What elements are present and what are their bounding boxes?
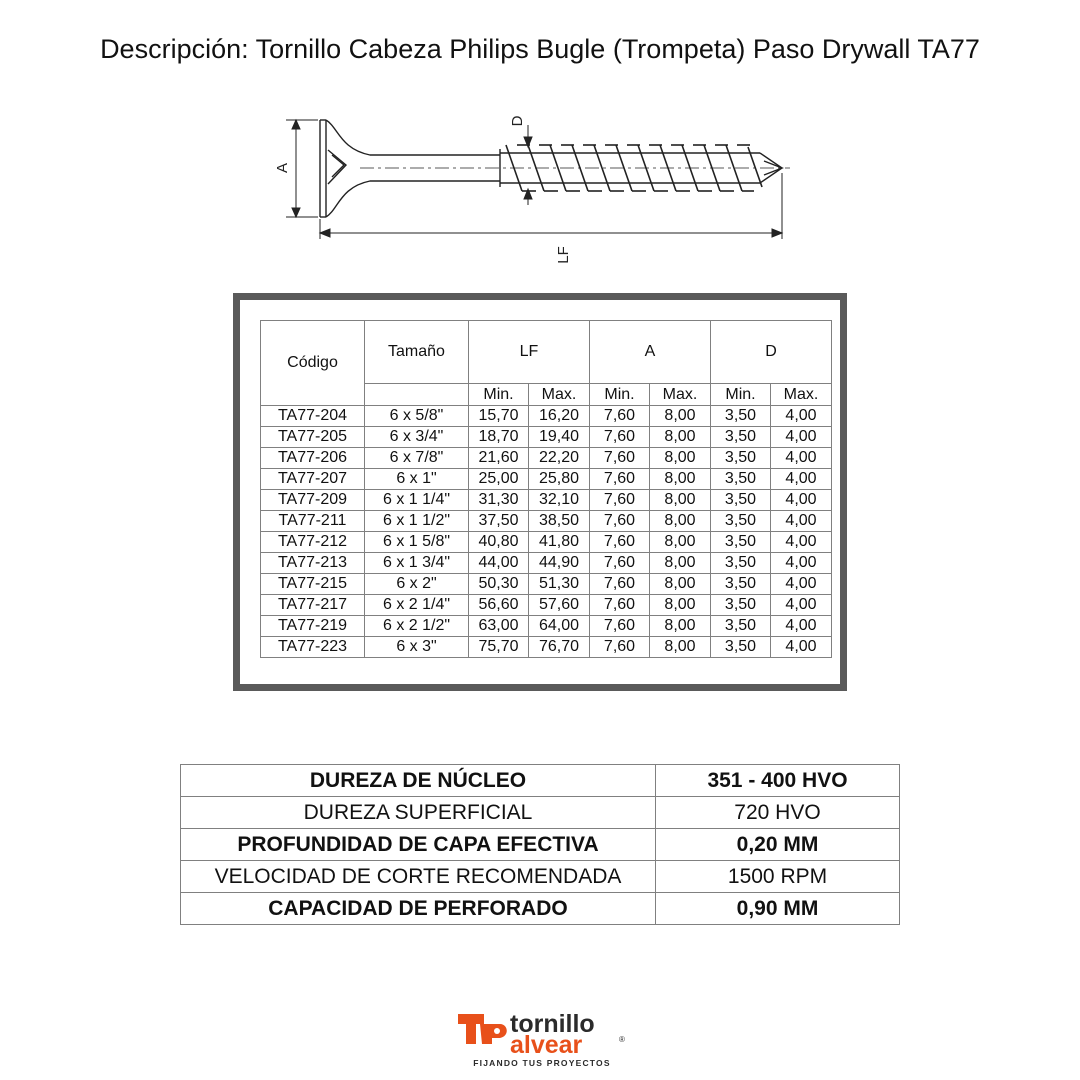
cell-d-min: 3,50: [711, 616, 771, 637]
cell-lf-min: 40,80: [469, 532, 529, 553]
cell-lf-min: 25,00: [469, 469, 529, 490]
property-value: 351 - 400 HVO: [656, 765, 900, 797]
table-row: [261, 553, 832, 574]
property-row: [181, 861, 900, 893]
cell-lf-max: 19,40: [529, 427, 590, 448]
cell-lf-min: 63,00: [469, 616, 529, 637]
header-lf: LF: [469, 321, 590, 384]
cell-a-min: 7,60: [590, 532, 650, 553]
table-row: [261, 574, 832, 595]
property-value: 1500 RPM: [656, 861, 900, 893]
cell-lf-max: 25,80: [529, 469, 590, 490]
cell-d-max: 4,00: [771, 469, 832, 490]
table-row: [261, 448, 832, 469]
dimension-lf-label: LF: [555, 246, 572, 264]
cell-lf-max: 41,80: [529, 532, 590, 553]
subheader-a-min: Min.: [590, 384, 650, 406]
cell-codigo: TA77-217: [261, 595, 365, 616]
cell-d-min: 3,50: [711, 532, 771, 553]
cell-lf-max: 16,20: [529, 406, 590, 427]
cell-lf-min: 18,70: [469, 427, 529, 448]
cell-tamano: 6 x 1 3/4": [365, 553, 469, 574]
cell-a-min: 7,60: [590, 427, 650, 448]
spec-table: [260, 320, 832, 658]
logo-tagline: FIJANDO TUS PROYECTOS: [473, 1058, 611, 1068]
cell-a-min: 7,60: [590, 469, 650, 490]
cell-lf-min: 56,60: [469, 595, 529, 616]
property-row: [181, 797, 900, 829]
subheader-d-min: Min.: [711, 384, 771, 406]
cell-lf-min: 50,30: [469, 574, 529, 595]
cell-tamano: 6 x 2": [365, 574, 469, 595]
table-row: [261, 616, 832, 637]
cell-d-max: 4,00: [771, 616, 832, 637]
cell-codigo: TA77-215: [261, 574, 365, 595]
cell-d-min: 3,50: [711, 595, 771, 616]
property-value: 0,90 MM: [656, 893, 900, 925]
cell-codigo: TA77-209: [261, 490, 365, 511]
cell-tamano: 6 x 1": [365, 469, 469, 490]
cell-d-max: 4,00: [771, 553, 832, 574]
cell-a-max: 8,00: [650, 511, 711, 532]
cell-d-min: 3,50: [711, 448, 771, 469]
cell-tamano: 6 x 5/8": [365, 406, 469, 427]
cell-a-max: 8,00: [650, 469, 711, 490]
brand-logo: [456, 1006, 628, 1070]
cell-codigo: TA77-223: [261, 637, 365, 658]
cell-tamano: 6 x 3": [365, 637, 469, 658]
cell-tamano: 6 x 7/8": [365, 448, 469, 469]
cell-codigo: TA77-206: [261, 448, 365, 469]
cell-lf-max: 64,00: [529, 616, 590, 637]
cell-tamano: 6 x 2 1/2": [365, 616, 469, 637]
property-value: 720 HVO: [656, 797, 900, 829]
cell-d-min: 3,50: [711, 406, 771, 427]
cell-a-max: 8,00: [650, 637, 711, 658]
table-row: [261, 511, 832, 532]
cell-codigo: TA77-219: [261, 616, 365, 637]
header-tamano: Tamaño: [365, 321, 469, 384]
cell-d-max: 4,00: [771, 574, 832, 595]
cell-a-min: 7,60: [590, 637, 650, 658]
cell-tamano: 6 x 1 1/4": [365, 490, 469, 511]
cell-lf-min: 44,00: [469, 553, 529, 574]
property-label: PROFUNDIDAD DE CAPA EFECTIVA: [181, 829, 656, 861]
cell-d-min: 3,50: [711, 469, 771, 490]
subheader-lf-max: Max.: [529, 384, 590, 406]
cell-lf-max: 76,70: [529, 637, 590, 658]
header-a: A: [590, 321, 711, 384]
cell-codigo: TA77-207: [261, 469, 365, 490]
cell-a-max: 8,00: [650, 616, 711, 637]
cell-codigo: TA77-204: [261, 406, 365, 427]
property-label: DUREZA DE NÚCLEO: [181, 765, 656, 797]
cell-lf-min: 15,70: [469, 406, 529, 427]
cell-a-min: 7,60: [590, 448, 650, 469]
table-row: [261, 595, 832, 616]
cell-d-max: 4,00: [771, 427, 832, 448]
cell-a-max: 8,00: [650, 406, 711, 427]
cell-d-max: 4,00: [771, 406, 832, 427]
cell-lf-max: 22,20: [529, 448, 590, 469]
spec-table-frame: [233, 293, 847, 691]
cell-lf-max: 44,90: [529, 553, 590, 574]
cell-a-min: 7,60: [590, 553, 650, 574]
page-title: Descripción: Tornillo Cabeza Philips Bugle (Trompeta) Paso Drywall TA77: [100, 34, 980, 64]
cell-d-min: 3,50: [711, 427, 771, 448]
cell-a-max: 8,00: [650, 553, 711, 574]
cell-tamano: 6 x 1 1/2": [365, 511, 469, 532]
header-d: D: [711, 321, 832, 384]
cell-codigo: TA77-213: [261, 553, 365, 574]
cell-tamano: 6 x 1 5/8": [365, 532, 469, 553]
cell-tamano: 6 x 3/4": [365, 427, 469, 448]
cell-d-max: 4,00: [771, 532, 832, 553]
dimension-a-label: A: [274, 162, 291, 174]
screw-drawing: [260, 105, 820, 275]
logo-registered-mark: ®: [619, 1035, 625, 1044]
cell-d-min: 3,50: [711, 553, 771, 574]
cell-a-min: 7,60: [590, 406, 650, 427]
property-row: [181, 829, 900, 861]
cell-a-min: 7,60: [590, 574, 650, 595]
cell-d-min: 3,50: [711, 637, 771, 658]
cell-a-max: 8,00: [650, 574, 711, 595]
cell-tamano: 6 x 2 1/4": [365, 595, 469, 616]
cell-codigo: TA77-212: [261, 532, 365, 553]
table-row: [261, 637, 832, 658]
property-label: CAPACIDAD DE PERFORADO: [181, 893, 656, 925]
property-row: [181, 893, 900, 925]
header-codigo: Código: [261, 321, 365, 406]
table-row: [261, 427, 832, 448]
cell-a-min: 7,60: [590, 511, 650, 532]
cell-d-max: 4,00: [771, 511, 832, 532]
cell-a-max: 8,00: [650, 427, 711, 448]
logo-word-tornillo: tornillo: [510, 1010, 595, 1038]
cell-lf-max: 51,30: [529, 574, 590, 595]
subheader-d-max: Max.: [771, 384, 832, 406]
cell-d-min: 3,50: [711, 511, 771, 532]
table-row: [261, 406, 832, 427]
cell-d-min: 3,50: [711, 490, 771, 511]
properties-table: [180, 764, 900, 925]
cell-a-max: 8,00: [650, 490, 711, 511]
cell-lf-min: 75,70: [469, 637, 529, 658]
cell-a-min: 7,60: [590, 595, 650, 616]
table-row: [261, 532, 832, 553]
cell-d-max: 4,00: [771, 448, 832, 469]
cell-codigo: TA77-205: [261, 427, 365, 448]
cell-a-max: 8,00: [650, 448, 711, 469]
cell-lf-max: 38,50: [529, 511, 590, 532]
cell-lf-min: 21,60: [469, 448, 529, 469]
property-row: [181, 765, 900, 797]
table-row: [261, 490, 832, 511]
cell-lf-max: 57,60: [529, 595, 590, 616]
cell-d-min: 3,50: [711, 574, 771, 595]
cell-d-max: 4,00: [771, 637, 832, 658]
cell-a-min: 7,60: [590, 490, 650, 511]
property-label: DUREZA SUPERFICIAL: [181, 797, 656, 829]
cell-d-max: 4,00: [771, 490, 832, 511]
property-value: 0,20 MM: [656, 829, 900, 861]
table-row: [261, 469, 832, 490]
cell-lf-min: 31,30: [469, 490, 529, 511]
subheader-empty: [365, 384, 469, 406]
cell-a-max: 8,00: [650, 532, 711, 553]
cell-a-min: 7,60: [590, 616, 650, 637]
subheader-a-max: Max.: [650, 384, 711, 406]
subheader-lf-min: Min.: [469, 384, 529, 406]
cell-d-max: 4,00: [771, 595, 832, 616]
cell-a-max: 8,00: [650, 595, 711, 616]
logo-mark-icon: [458, 1014, 507, 1044]
property-label: VELOCIDAD DE CORTE RECOMENDADA: [181, 861, 656, 893]
dimension-d-label: D: [509, 115, 526, 127]
cell-lf-min: 37,50: [469, 511, 529, 532]
cell-codigo: TA77-211: [261, 511, 365, 532]
cell-lf-max: 32,10: [529, 490, 590, 511]
logo-word-alvear: alvear: [510, 1031, 583, 1059]
